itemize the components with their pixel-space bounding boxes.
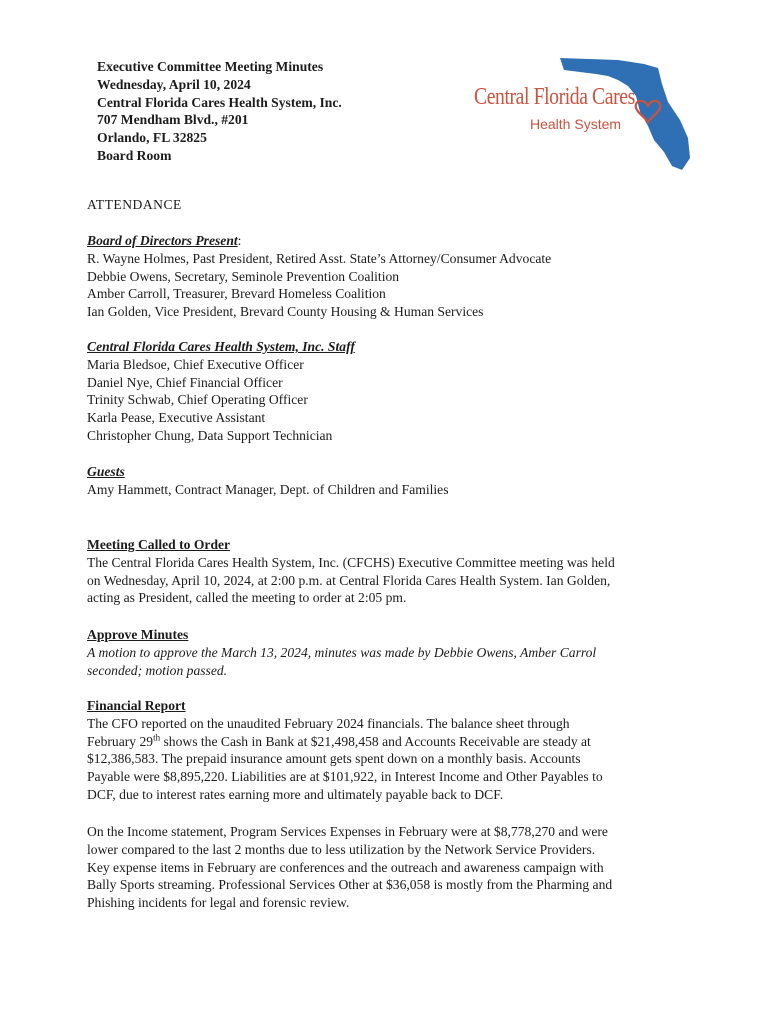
staff-member: Daniel Nye, Chief Financial Officer bbox=[87, 374, 283, 390]
guest-member: Amy Hammett, Contract Manager, Dept. of Children and Families bbox=[87, 481, 449, 497]
financial-line: $12,386,583. The prepaid insurance amount gets spent down on a monthly basis. Accounts bbox=[87, 751, 581, 767]
board-member: R. Wayne Holmes, Past President, Retired Asst. State’s Attorney/Consumer Advocate bbox=[87, 250, 552, 266]
financial-line2-pre: February 29 bbox=[87, 733, 154, 749]
header-city: Orlando, FL 32825 bbox=[97, 130, 207, 146]
header-organization: Central Florida Cares Health System, Inc. bbox=[97, 94, 342, 110]
staff-member: Christopher Chung, Data Support Technician bbox=[87, 427, 333, 443]
financial-line2-post: shows the Cash in Bank at $21,498,458 and Accounts Receivable are steady at bbox=[160, 733, 591, 749]
board-title: Board of Directors Present bbox=[87, 233, 238, 248]
header-address: 707 Mendham Blvd., #201 bbox=[97, 112, 249, 128]
header-date: Wednesday, April 10, 2024 bbox=[97, 76, 251, 92]
financial-line: Payable were $8,895,220. Liabilities are at $101,922, in Interest Income and Other Payables to bbox=[87, 769, 603, 785]
meeting-section bbox=[87, 536, 687, 607]
header-room: Board Room bbox=[97, 147, 172, 163]
minutes-line: seconded; motion passed. bbox=[87, 662, 228, 678]
financial-section bbox=[87, 697, 687, 804]
staff-title: Central Florida Cares Health System, Inc. Staff bbox=[87, 339, 355, 354]
meeting-title: Meeting Called to Order bbox=[87, 537, 231, 552]
staff-member: Maria Bledsoe, Chief Executive Officer bbox=[87, 356, 304, 372]
financial-line: The CFO reported on the unaudited February 2024 financials. The balance sheet through bbox=[87, 715, 570, 731]
income-line: On the Income statement, Program Services Expenses in February were at $8,778,270 and were bbox=[87, 824, 608, 839]
income-section bbox=[87, 823, 687, 912]
guests-title: Guests bbox=[87, 464, 125, 479]
financial-line2-sup: th bbox=[153, 732, 161, 743]
financial-title: Financial Report bbox=[87, 698, 186, 713]
board-member: Ian Golden, Vice President, Brevard County Housing & Human Services bbox=[87, 304, 484, 320]
minutes-line: A motion to approve the March 13, 2024, minutes was made by Debbie Owens, Amber Carrol bbox=[87, 644, 597, 660]
financial-line: DCF, due to interest rates earning more and ultimately payable back to DCF. bbox=[87, 786, 504, 802]
logo-org-name: Central Florida Cares bbox=[474, 84, 635, 110]
header-title: Executive Committee Meeting Minutes bbox=[97, 59, 324, 74]
income-line: Phishing incidents for legal and forensic review. bbox=[87, 895, 350, 911]
income-line: Bally Sports streaming. Professional Services Other at $36,058 is mostly from the Pharming and bbox=[87, 877, 613, 893]
meeting-line: The Central Florida Cares Health System, Inc. (CFCHS) Executive Committee meeting was held bbox=[87, 554, 615, 570]
financial-line bbox=[87, 733, 687, 751]
organization-logo bbox=[468, 54, 708, 174]
board-member: Amber Carroll, Treasurer, Brevard Homeless Coalition bbox=[87, 286, 386, 302]
board-title-colon: : bbox=[237, 233, 242, 248]
staff-member: Trinity Schwab, Chief Operating Officer bbox=[87, 392, 308, 408]
staff-member: Karla Pease, Executive Assistant bbox=[87, 410, 266, 426]
meeting-line: on Wednesday, April 10, 2024, at 2:00 p.m. at Central Florida Cares Health System. Ian Golden, bbox=[87, 572, 611, 588]
board-section bbox=[87, 232, 687, 321]
income-line: Key expense items in February are conferences and the outreach and awareness campaign with bbox=[87, 859, 604, 875]
meeting-line: acting as President, called the meeting to order at 2:05 pm. bbox=[87, 590, 407, 606]
income-line: lower compared to the last 2 months due to less utilization by the Network Service Providers. bbox=[87, 841, 596, 857]
logo-sub-name: Health System bbox=[530, 116, 622, 132]
attendance-heading: ATTENDANCE bbox=[87, 197, 182, 212]
minutes-title: Approve Minutes bbox=[87, 627, 189, 642]
minutes-section bbox=[87, 626, 687, 679]
board-member: Debbie Owens, Secretary, Seminole Prevention Coalition bbox=[87, 268, 400, 284]
meeting-header bbox=[97, 58, 457, 165]
staff-section bbox=[87, 338, 687, 445]
guests-section bbox=[87, 463, 687, 499]
florida-map-icon bbox=[468, 54, 708, 174]
